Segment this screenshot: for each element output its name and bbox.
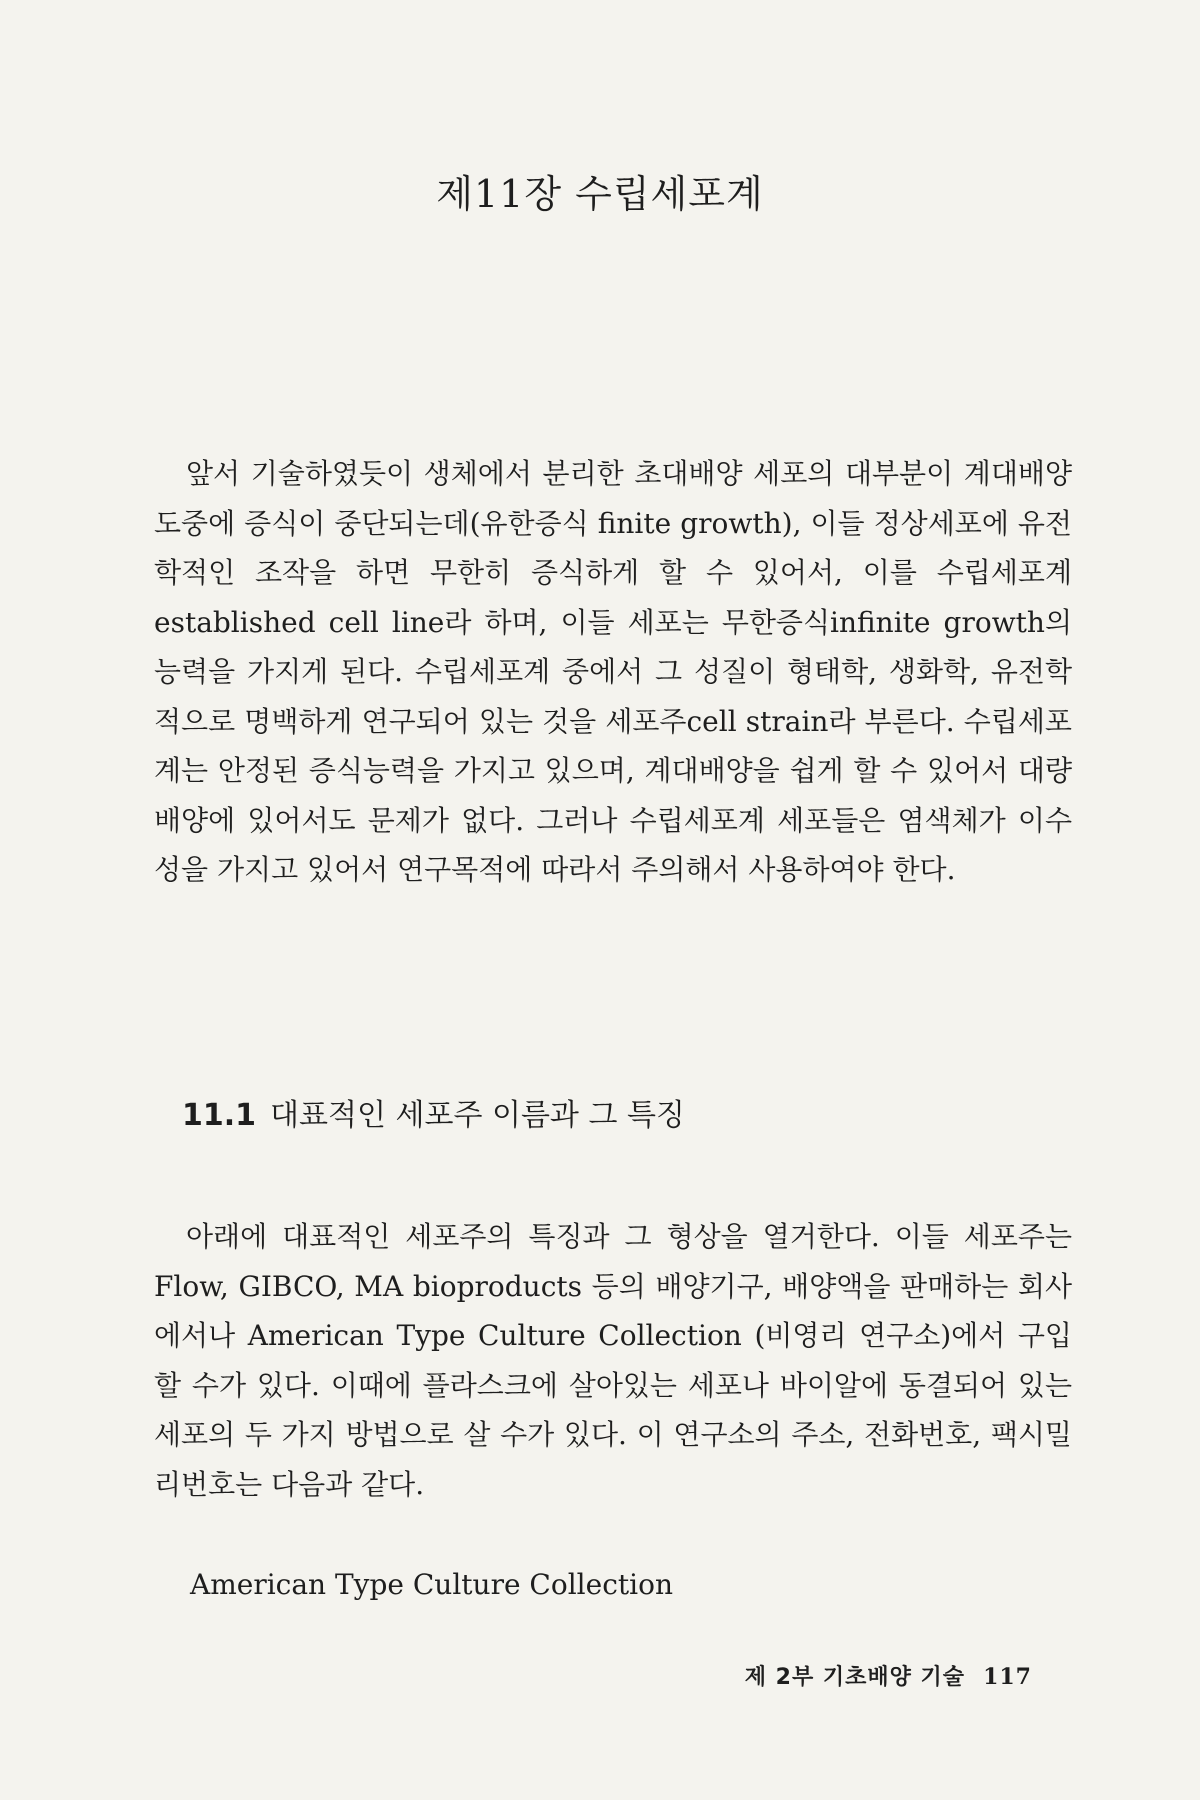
section-paragraph: 아래에 대표적인 세포주의 특징과 그 형상을 열거한다. 이들 세포주는 Flow, GIBCO, MA bioproducts 등의 배양기구, 배양액을 판매하는 회사에서나 American Type Culture Collection (비영리 연구소)에서 구입할 수가 있다. 이때에 플라스크에 살아있는 세포나 바이알에 동결되어 있는 세포의 두 가지 방법으로 살 수가 있다. 이 연구소의 주소, 전화번호, 팩시밀리번호는 다음과 같다. <box>154 1220 1072 1501</box>
address-line: American Type Culture Collection <box>190 1568 673 1601</box>
section-number: 11.1 <box>182 1098 257 1133</box>
page-footer <box>745 1660 1032 1691</box>
chapter-title: 제11장 수립세포계 <box>436 172 764 216</box>
section-heading <box>182 1090 685 1134</box>
page-number: 117 <box>983 1664 1032 1690</box>
running-title: 제 2부 기초배양 기술 <box>744 1665 966 1690</box>
intro-paragraph: 앞서 기술하였듯이 생체에서 분리한 초대배양 세포의 대부분이 계대배양 도중에 증식이 중단되는데(유한증식 finite growth), 이들 정상세포에 유전학적인 조작을 하면 무한히 증식하게 할 수 있어서, 이를 수립세포계established cell line라 하며, 이들 세포는 무한증식infinite growth의 능력을 가지게 된다. 수립세포계 중에서 그 성질이 형태학, 생화학, 유전학적으로 명백하게 연구되어 있는 것을 세포주cell strain라 부른다. 수립세포계는 안정된 증식능력을 가지고 있으며, 계대배양을 쉽게 할 수 있어서 대량배양에 있어서도 문제가 없다. 그러나 수립세포계 세포들은 염색체가 이수성을 가지고 있어서 연구목적에 따라서 주의해서 사용하여야 한다. <box>154 457 1072 886</box>
section-title: 대표적인 세포주 이름과 그 특징 <box>270 1098 685 1133</box>
